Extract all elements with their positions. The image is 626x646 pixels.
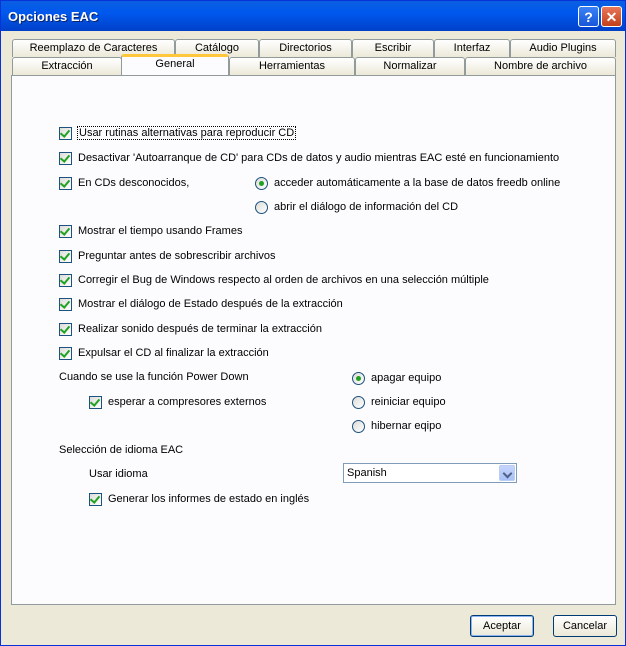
alt-routines-label: Usar rutinas alternativas para reproducir CD [79,127,295,139]
use-language-label: Usar idioma [89,468,148,480]
chevron-down-icon[interactable] [499,465,515,481]
tab-reemplazo[interactable]: Reemplazo de Caracteres [12,39,175,57]
shutdown-radio[interactable] [352,370,441,386]
checkbox-box [59,347,72,360]
language-select-value: Spanish [347,467,387,479]
radio-button [352,396,365,409]
check-mark-icon [90,396,100,407]
restart-radio[interactable] [352,394,446,410]
checkbox-box [59,225,72,238]
show-status-checkbox[interactable] [59,296,343,312]
cd-info-radio[interactable] [255,199,458,215]
check-mark-icon [60,347,70,358]
power-heading: Cuando se use la función Power Down [59,371,249,383]
check-mark-icon [60,250,70,261]
title-bar [1,1,625,31]
restart-label: reiniciar equipo [371,396,446,408]
checkbox-box [59,274,72,287]
radio-button [352,372,365,385]
language-select[interactable] [343,463,517,483]
unknown-cds-checkbox[interactable] [59,175,189,191]
alt-routines-checkbox[interactable] [59,125,295,141]
radio-dot-icon [356,376,361,381]
check-mark-icon [60,127,70,138]
wait-compressors-checkbox[interactable] [89,394,266,410]
tab-audio-plugins[interactable]: Audio Plugins [510,39,616,57]
tab-directorios[interactable]: Directorios [259,39,352,57]
check-mark-icon [60,177,70,188]
checkbox-box [59,323,72,336]
tab-escribir[interactable]: Escribir [352,39,434,57]
tab-interfaz[interactable]: Interfaz [434,39,510,57]
tab-nombre-archivo[interactable]: Nombre de archivo [465,57,616,75]
show-status-label: Mostrar el diálogo de Estado después de la extracción [78,298,343,310]
eject-cd-checkbox[interactable] [59,345,269,361]
play-sound-label: Realizar sonido después de terminar la extracción [78,323,322,335]
tab-herramientas[interactable]: Herramientas [229,57,355,75]
ask-overwrite-label: Preguntar antes de sobrescribir archivos [78,250,276,262]
language-heading: Selección de idioma EAC [59,444,184,456]
radio-button [255,201,268,214]
english-reports-label: Generar los informes de estado en inglés [108,493,310,505]
fix-bug-checkbox[interactable] [59,272,489,288]
check-mark-icon [60,225,70,236]
checkbox-box [59,250,72,263]
english-reports-checkbox[interactable] [89,491,309,507]
window-title: Opciones EAC [8,9,99,24]
tab-general[interactable]: General [121,54,229,75]
unknown-cds-label: En CDs desconocidos, [78,177,190,189]
show-frames-label: Mostrar el tiempo usando Frames [78,225,243,237]
check-mark-icon [60,323,70,334]
checkbox-box [59,298,72,311]
ask-overwrite-checkbox[interactable] [59,248,275,264]
radio-button [352,420,365,433]
disable-autorun-checkbox[interactable] [59,150,559,166]
checkbox-box [59,152,72,165]
wait-compressors-label: esperar a compresores externos [108,396,267,408]
radio-button [255,177,268,190]
disable-autorun-label: Desactivar 'Autoarranque de CD' para CDs de datos y audio mientras EAC esté en funcionamiento [78,152,560,164]
shutdown-label: apagar equipo [371,372,442,384]
fix-bug-label: Corregir el Bug de Windows respecto al orden de archivos en una selección múltiple [78,274,489,286]
checkbox-box [59,127,72,140]
check-mark-icon [60,152,70,163]
check-mark-icon [60,274,70,285]
checkbox-box [89,396,102,409]
freedb-label: acceder automáticamente a la base de datos freedb online [274,177,561,189]
show-frames-checkbox[interactable] [59,223,242,239]
hibernate-label: hibernar eqipo [371,420,442,432]
freedb-radio[interactable] [255,175,560,191]
radio-dot-icon [259,181,264,186]
cd-info-label: abrir el diálogo de información del CD [274,201,459,213]
check-mark-icon [90,493,100,504]
play-sound-checkbox[interactable] [59,321,322,337]
checkbox-box [59,177,72,190]
checkbox-box [89,493,102,506]
eject-cd-label: Expulsar el CD al finalizar la extracción [78,347,269,359]
tab-normalizar[interactable]: Normalizar [355,57,465,75]
tab-catalogo[interactable]: Catálogo [175,39,259,57]
check-mark-icon [60,298,70,309]
hibernate-radio[interactable] [352,418,441,434]
close-button[interactable]: ✕ [601,6,622,27]
accept-button[interactable]: Aceptar [470,615,534,637]
help-button[interactable]: ? [578,6,599,27]
cancel-button[interactable]: Cancelar [553,615,617,637]
tab-extraccion[interactable]: Extracción [12,57,122,75]
